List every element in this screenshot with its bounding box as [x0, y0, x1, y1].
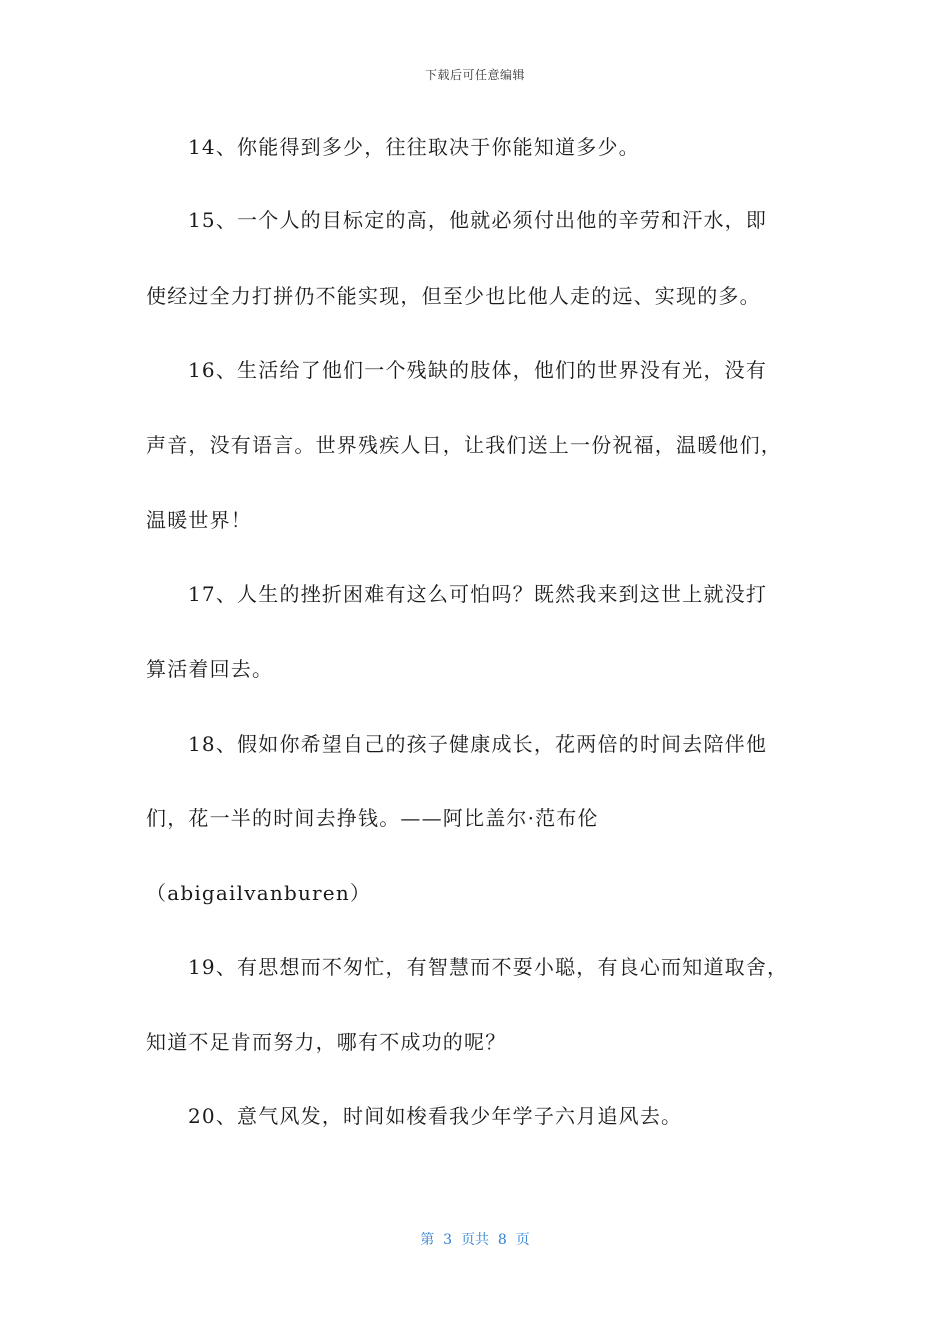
paragraph-18-line-1: 18、假如你希望自己的孩子健康成长，花两倍的时间去陪伴他 [188, 732, 768, 756]
paragraph-19-line-2: 知道不足肯而努力，哪有不成功的呢？ [146, 1030, 507, 1054]
paragraph-18-line-3: （abigailvanburen） [146, 881, 372, 905]
paragraph-19-line-1: 19、有思想而不匆忙，有智慧而不耍小聪，有良心而知道取舍， [188, 955, 789, 979]
paragraph-16-line-3: 温暖世界！ [146, 508, 252, 532]
paragraph-15-line-1: 15、一个人的目标定的高，他就必须付出他的辛劳和汗水，即 [188, 208, 768, 232]
paragraph-14-line-1: 14、你能得到多少，往往取决于你能知道多少。 [188, 135, 640, 159]
paragraph-17-line-1: 17、人生的挫折困难有这么可怕吗？既然我来到这世上就没打 [188, 582, 768, 606]
paragraph-17-line-2: 算活着回去。 [146, 657, 274, 681]
paragraph-16-line-2: 声音，没有语言。世界残疾人日，让我们送上一份祝福，温暖他们， [146, 433, 782, 457]
paragraph-20-line-1: 20、意气风发，时间如梭看我少年学子六月追风去。 [188, 1104, 683, 1128]
paragraph-18-line-2: 们，花一半的时间去挣钱。——阿比盖尔·范布伦 [146, 806, 599, 830]
page-footer: 第 3 页共 8 页 [420, 1232, 530, 1248]
paragraph-15-line-2: 使经过全力打拼仍不能实现，但至少也比他人走的远、实现的多。 [146, 284, 761, 308]
header-note: 下载后可任意编辑 [424, 68, 525, 82]
paragraph-16-line-1: 16、生活给了他们一个残缺的肢体，他们的世界没有光，没有 [188, 358, 768, 382]
